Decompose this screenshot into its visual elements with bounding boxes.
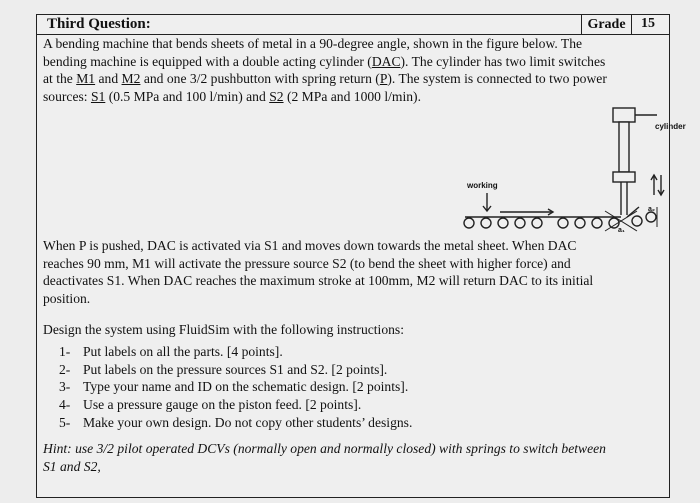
hint-line-1: Hint: use 3/2 pilot operated DCVs (normally open and normally closed) with springs to switch between [43,441,606,456]
text: bending machine is equipped with a double acting cylinder ( [43,53,372,69]
item-text: Put labels on all the parts. [4 points]. [83,344,283,359]
roller [481,218,491,228]
title-row [37,15,669,35]
question-title: Third Question: [47,16,151,32]
grade-value: 15 [641,16,655,31]
item-text: Put labels on the pressure sources S1 and S2. [2 points]. [83,361,388,377]
roller [532,218,542,228]
s2-term: S2 [269,88,284,104]
roller [558,218,568,228]
instruction-list [59,343,412,432]
description-paragraph [43,237,663,307]
desc-line-2: reaches 90 mm, M1 will activate the pressure source S2 (to bend the sheet with higher force) and [43,255,571,271]
grade-label: Grade [581,15,632,34]
bending-machine-figure [425,103,686,238]
bending-machine-drawing [425,103,665,238]
item-text: Use a pressure gauge on the piston feed. [2 points]. [83,397,362,413]
a1-label: a₁ [618,227,625,234]
working-label: working [467,181,498,190]
text: ). The cylinder has two limit switches [400,53,606,69]
desc-line-3: deactivates S1. When DAC reaches the maximum stroke at 100mm, M2 will return DAC to its initial [43,273,594,288]
list-item [59,396,412,414]
s1-term: S1 [90,88,106,104]
roller [646,212,656,222]
roller [464,218,474,228]
text: (0.5 MPa and 100 l/min) and [105,88,270,104]
hint-paragraph [43,440,667,475]
text: A bending machine that bends sheets of metal in a 90-degree angle, shown in the figure below. The [43,36,583,51]
cylinder-label: cylinder [655,122,686,131]
text: ). The system is connected to two power [387,71,607,86]
roller [498,218,508,228]
cylinder-barrel [619,122,629,172]
hint-line-2: S1 and S2, [43,458,101,474]
roller [515,218,525,228]
intro-line-2 [43,53,665,71]
list-item [59,414,412,432]
intro-line-3 [43,70,665,88]
intro-paragraph [43,35,665,105]
item-number: 3- [59,379,71,395]
design-heading: Design the system using FluidSim with the following instructions: [43,322,404,337]
text: (2 MPa and 1000 l/min). [283,88,421,104]
item-number: 5- [59,414,71,430]
item-number: 1- [59,344,71,359]
p-term: P [379,71,388,86]
item-number: 4- [59,397,71,413]
text: sources: [43,88,91,104]
question-frame [36,14,686,498]
m2-term: M2 [121,71,141,86]
text: and one 3/2 pushbutton with spring return ( [140,71,380,86]
roller [575,218,585,228]
item-text: Make your own design. Do not copy other students’ designs. [83,414,413,430]
desc-line-4: position. [43,290,91,306]
list-item [59,361,412,379]
intro-line-1 [43,35,665,53]
item-text: Type your name and ID on the schematic design. [2 points]. [83,379,409,395]
item-number: 2- [59,361,71,377]
a2-label: a₂ [648,206,656,213]
list-item [59,378,412,396]
roller [592,218,602,228]
desc-line-1: When P is pushed, DAC is activated via S1 and moves down towards the metal sheet. When DAC [43,238,577,253]
text: at the [43,71,77,86]
text: and [95,71,122,86]
dac-term: DAC [371,53,401,69]
roller [632,216,642,226]
m1-term: M1 [76,71,96,86]
cylinder-cap [613,108,635,122]
list-item [59,343,412,361]
cylinder-piston [613,172,635,182]
